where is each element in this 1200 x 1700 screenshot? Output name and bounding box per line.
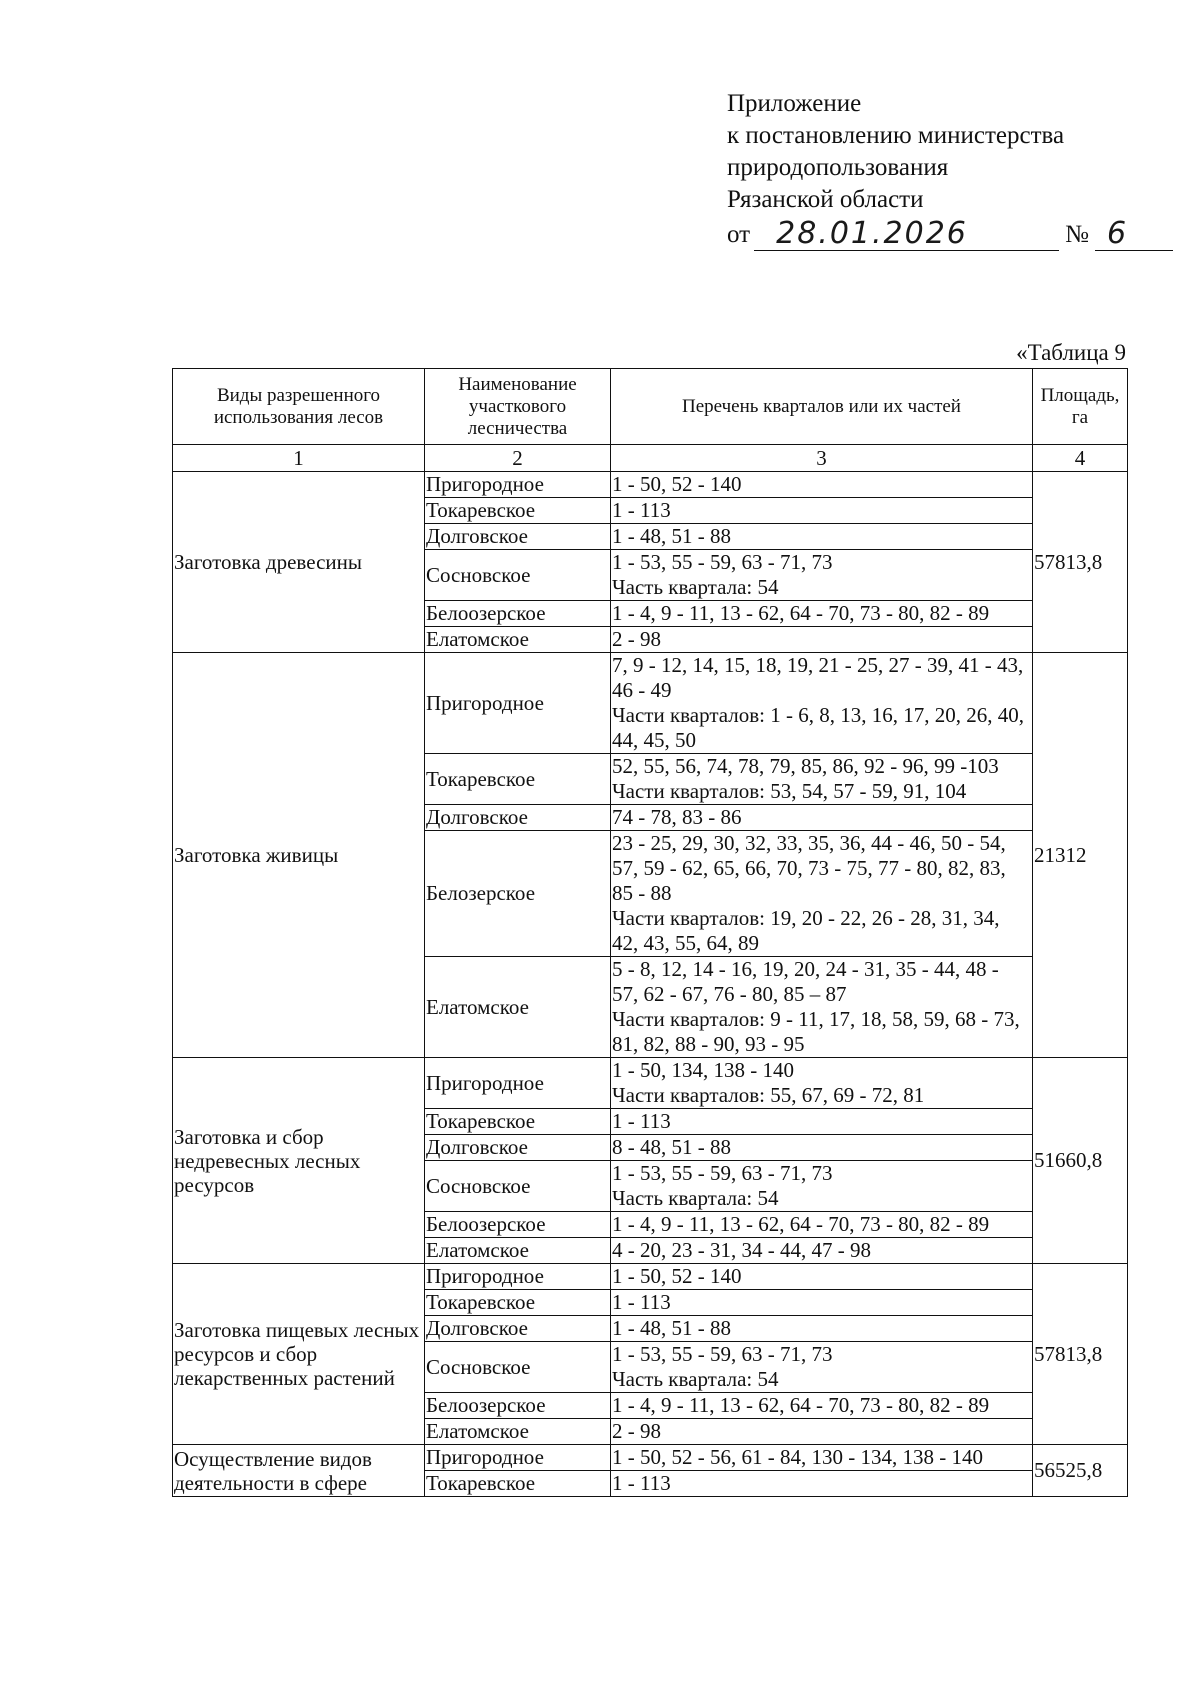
document-header <box>727 88 1173 251</box>
quarters-cell: 7, 9 - 12, 14, 15, 18, 19, 21 - 25, 27 - 39, 41 - 43, 46 - 49 Части кварталов: 1 - 6, 8, 13, 16, 17, 20, 26, 40, 44, 45, 50 <box>611 653 1033 754</box>
quarters-cell: 74 - 78, 83 - 86 <box>611 805 1033 831</box>
quarters-cell: 52, 55, 56, 74, 78, 79, 85, 86, 92 - 96, 99 -103 Части кварталов: 53, 54, 57 - 59, 91, 104 <box>611 754 1033 805</box>
quarters-cell: 1 - 4, 9 - 11, 13 - 62, 64 - 70, 73 - 80, 82 - 89 <box>611 601 1033 627</box>
forestry-name-cell: Долговское <box>425 1135 611 1161</box>
forestry-name-cell: Сосновское <box>425 1342 611 1393</box>
appendix-line-ministry: природопользования <box>727 154 949 181</box>
table-row <box>173 472 1128 498</box>
quarters-cell: 1 - 113 <box>611 1471 1033 1497</box>
forestry-name-cell: Токаревское <box>425 1109 611 1135</box>
appendix-line-region: Рязанской области <box>727 186 924 213</box>
area-cell: 57813,8 <box>1033 472 1128 653</box>
date-prefix: от <box>727 221 751 248</box>
area-cell: 21312 <box>1033 653 1128 1058</box>
number-field <box>1095 216 1173 251</box>
appendix-line-resolution: к постановлению министерства <box>727 122 1065 149</box>
use-kind-cell: Заготовка и сбор недревесных лесных ресурсов <box>173 1058 425 1264</box>
quarters-cell: 4 - 20, 23 - 31, 34 - 44, 47 - 98 <box>611 1238 1033 1264</box>
quarters-cell: 2 - 98 <box>611 1419 1033 1445</box>
table-row <box>173 1445 1128 1471</box>
forestry-name-cell: Пригородное <box>425 1264 611 1290</box>
forestry-name-cell: Долговское <box>425 524 611 550</box>
forestry-name-cell: Токаревское <box>425 1471 611 1497</box>
forestry-name-cell: Елатомское <box>425 957 611 1058</box>
forestry-name-cell: Долговское <box>425 1316 611 1342</box>
use-kind-cell: Осуществление видов деятельности в сфере <box>173 1445 425 1497</box>
column-number: 2 <box>425 445 611 472</box>
forestry-name-cell: Токаревское <box>425 754 611 805</box>
quarters-cell: 1 - 48, 51 - 88 <box>611 1316 1033 1342</box>
quarters-cell: 2 - 98 <box>611 627 1033 653</box>
forestry-name-cell: Белоозерское <box>425 1393 611 1419</box>
table-row <box>173 1264 1128 1290</box>
table-row <box>173 1058 1128 1109</box>
header-area: Площадь, га <box>1033 369 1128 445</box>
area-cell: 51660,8 <box>1033 1058 1128 1264</box>
quarters-cell: 1 - 113 <box>611 498 1033 524</box>
forestry-name-cell: Пригородное <box>425 1058 611 1109</box>
number-prefix: № <box>1065 221 1089 248</box>
forestry-name-cell: Белоозерское <box>425 601 611 627</box>
quarters-cell: 1 - 50, 134, 138 - 140 Части кварталов: 55, 67, 69 - 72, 81 <box>611 1058 1033 1109</box>
forestry-name-cell: Токаревское <box>425 1290 611 1316</box>
quarters-cell: 1 - 53, 55 - 59, 63 - 71, 73 Часть квартала: 54 <box>611 1161 1033 1212</box>
quarters-cell: 1 - 48, 51 - 88 <box>611 524 1033 550</box>
quarters-cell: 1 - 4, 9 - 11, 13 - 62, 64 - 70, 73 - 80, 82 - 89 <box>611 1212 1033 1238</box>
forest-use-table <box>172 368 1128 1497</box>
table-row <box>173 653 1128 754</box>
forestry-name-cell: Белозерское <box>425 831 611 957</box>
forestry-name-cell: Токаревское <box>425 498 611 524</box>
forestry-name-cell: Пригородное <box>425 472 611 498</box>
use-kind-cell: Заготовка живицы <box>173 653 425 1058</box>
forestry-name-cell: Пригородное <box>425 653 611 754</box>
table-header-row <box>173 369 1128 445</box>
header-kind: Виды разрешенного использования лесов <box>173 369 425 445</box>
quarters-cell: 1 - 50, 52 - 140 <box>611 1264 1033 1290</box>
table-body <box>173 472 1128 1497</box>
forestry-name-cell: Пригородное <box>425 1445 611 1471</box>
quarters-cell: 8 - 48, 51 - 88 <box>611 1135 1033 1161</box>
header-forestry: Наименование участкового лесничества <box>425 369 611 445</box>
area-cell: 57813,8 <box>1033 1264 1128 1445</box>
forestry-name-cell: Елатомское <box>425 1238 611 1264</box>
appendix-title: Приложение <box>727 90 862 117</box>
quarters-cell: 1 - 53, 55 - 59, 63 - 71, 73 Часть квартала: 54 <box>611 1342 1033 1393</box>
quarters-cell: 23 - 25, 29, 30, 32, 33, 35, 36, 44 - 46, 50 - 54, 57, 59 - 62, 65, 66, 70, 73 - 75, 77 - 80, 82, 83, 85 - 88 Части кварталов: 19, 20 - 22, 26 - 28, 31, 34, 42, 43, 55, 64, 89 <box>611 831 1033 957</box>
quarters-cell: 1 - 50, 52 - 56, 61 - 84, 130 - 134, 138 - 140 <box>611 1445 1033 1471</box>
forestry-name-cell: Елатомское <box>425 627 611 653</box>
quarters-cell: 1 - 50, 52 - 140 <box>611 472 1033 498</box>
header-quarters: Перечень кварталов или их частей <box>611 369 1033 445</box>
quarters-cell: 1 - 113 <box>611 1290 1033 1316</box>
forestry-name-cell: Сосновское <box>425 550 611 601</box>
forestry-name-cell: Елатомское <box>425 1419 611 1445</box>
column-numbers-row <box>173 445 1128 472</box>
date-field <box>754 216 1059 251</box>
use-kind-cell: Заготовка пищевых лесных ресурсов и сбор лекарственных растений <box>173 1264 425 1445</box>
column-number: 4 <box>1033 445 1128 472</box>
handwritten-date: 28.01.2026 <box>776 216 968 251</box>
column-number: 1 <box>173 445 425 472</box>
quarters-cell: 1 - 113 <box>611 1109 1033 1135</box>
area-cell: 56525,8 <box>1033 1445 1128 1497</box>
forestry-name-cell: Долговское <box>425 805 611 831</box>
handwritten-number: 6 <box>1106 216 1129 251</box>
date-number-line <box>727 216 1173 251</box>
forestry-name-cell: Белоозерское <box>425 1212 611 1238</box>
quarters-cell: 1 - 4, 9 - 11, 13 - 62, 64 - 70, 73 - 80, 82 - 89 <box>611 1393 1033 1419</box>
forestry-name-cell: Сосновское <box>425 1161 611 1212</box>
quarters-cell: 5 - 8, 12, 14 - 16, 19, 20, 24 - 31, 35 - 44, 48 - 57, 62 - 67, 76 - 80, 85 – 87 Части кварталов: 9 - 11, 17, 18, 58, 59, 68 - 73, 81, 82, 88 - 90, 93 - 95 <box>611 957 1033 1058</box>
use-kind-cell: Заготовка древесины <box>173 472 425 653</box>
table-caption: «Таблица 9 <box>1016 340 1126 365</box>
column-number: 3 <box>611 445 1033 472</box>
quarters-cell: 1 - 53, 55 - 59, 63 - 71, 73 Часть квартала: 54 <box>611 550 1033 601</box>
